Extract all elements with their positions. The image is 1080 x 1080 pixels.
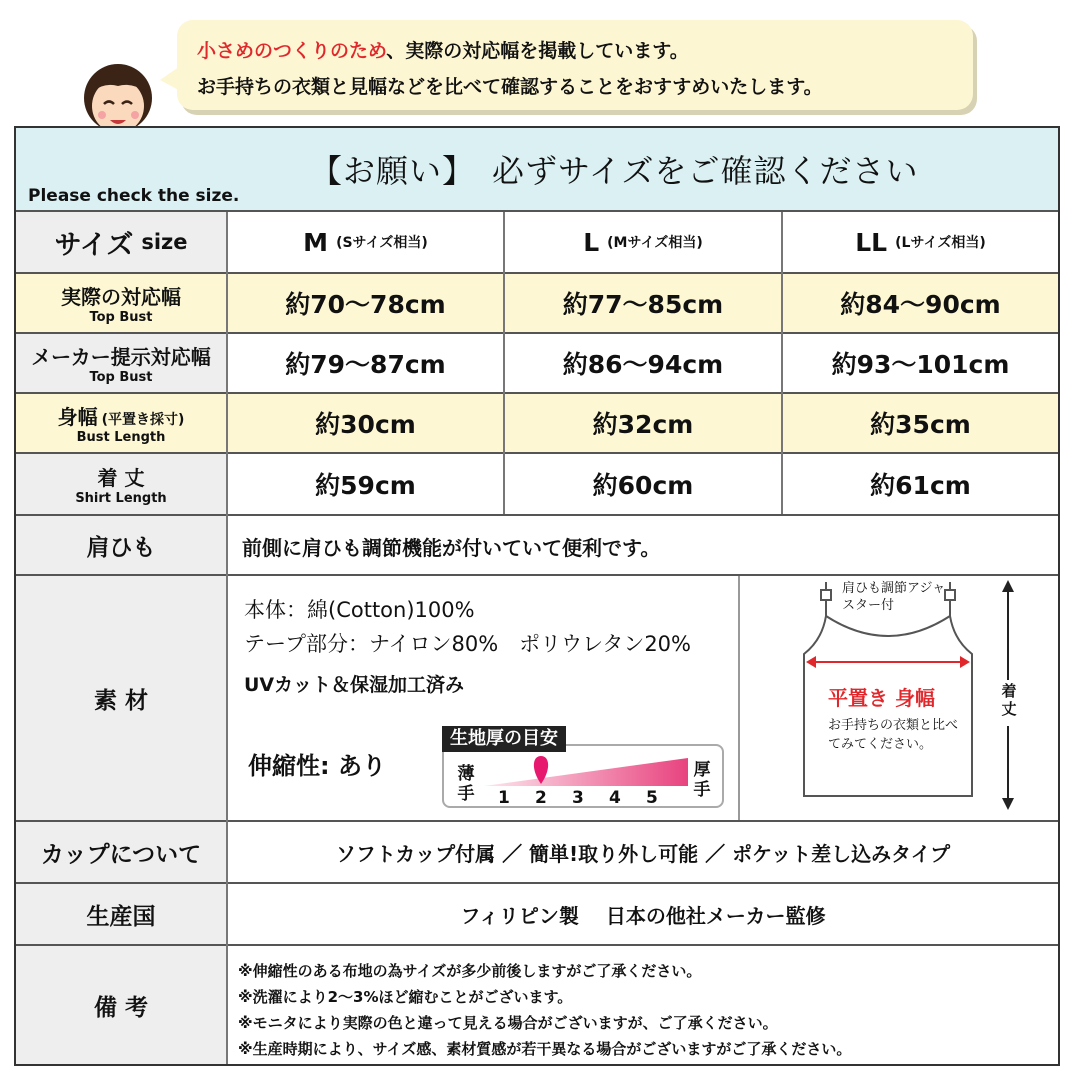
row-label-length xyxy=(16,454,226,514)
value-cell: 約70～78cm xyxy=(285,290,446,319)
size-col-m xyxy=(228,212,503,272)
row-label-origin: 生産国 xyxy=(86,903,156,930)
speech-bubble xyxy=(177,20,973,110)
row-label-sub: Bust Length xyxy=(76,430,166,445)
size-note: (Mサイズ相当) xyxy=(607,235,703,251)
row-label-sub: Top Bust xyxy=(89,370,153,385)
size-col-ll xyxy=(783,212,1058,272)
row-label-sub: Top Bust xyxy=(89,310,153,325)
compare-note: お手持ちの衣類と比べてみてください。 xyxy=(828,718,959,752)
scale-tick-label: 4 xyxy=(609,788,621,808)
material-line-2: テープ部分：ナイロン80% ポリウレタン20% xyxy=(244,632,691,656)
bubble-line-2: お手持ちの衣類と見幅などを比べて確認することをおすすめいたします。 xyxy=(197,76,823,98)
row-label-width xyxy=(16,394,226,452)
row-label-maker xyxy=(16,334,226,392)
size-label-sub: size xyxy=(141,230,188,254)
material-line-1: 本体：綿(Cotton)100% xyxy=(244,598,475,622)
size-name: M xyxy=(303,227,329,257)
strap-text: 前側に肩ひも調節機能が付いていて便利です。 xyxy=(242,536,661,560)
value-cell: 約59cm xyxy=(315,471,416,500)
bubble-line-1-rest: 、実際の対応幅を掲載しています。 xyxy=(386,40,689,62)
value-cell: 約79～87cm xyxy=(285,350,446,379)
grid-line xyxy=(738,576,740,820)
scale-tick-label: 1 xyxy=(498,788,510,808)
thickness-thick: 厚手 xyxy=(693,760,711,800)
cup-text: ソフトカップ付属 ／ 簡単!取り外し可能 ／ ポケット差し込みタイプ xyxy=(335,841,951,866)
remark-item: ※モニタにより実際の色と違って見える場合がございますが、ご了承ください。 xyxy=(238,1014,778,1032)
value-cell: 約61cm xyxy=(870,471,971,500)
bubble-line-1 xyxy=(197,36,689,63)
value-cell: 約84～90cm xyxy=(840,290,1001,319)
row-label-note: (平置き採寸) xyxy=(101,412,185,428)
row-label-cup: カップについて xyxy=(40,841,202,868)
thickness-scale xyxy=(478,788,698,808)
size-col-l xyxy=(505,212,781,272)
material-line-3: UVカット＆保湿加工済み xyxy=(244,674,464,696)
row-label-text: メーカー提示対応幅 xyxy=(31,345,211,369)
value-cell: 約32cm xyxy=(592,410,694,439)
thickness-pin-icon xyxy=(534,756,548,784)
stretch-text: 伸縮性: あり xyxy=(248,752,386,780)
scale-tick-label: 5 xyxy=(646,788,658,808)
row-label-text: 実際の対応幅 xyxy=(61,285,181,309)
row-label-material: 素 材 xyxy=(93,687,148,714)
value-cell: 約35cm xyxy=(870,410,971,439)
value-cell: 約93～101cm xyxy=(831,350,1010,379)
scale-tick-label: 2 xyxy=(535,788,547,808)
thickness-title: 生地厚の目安 xyxy=(442,726,566,752)
row-label-remarks: 備 考 xyxy=(93,994,148,1021)
scale-tick-label: 3 xyxy=(572,788,584,808)
size-note: (Sサイズ相当) xyxy=(336,235,428,251)
size-label-main: サイズ xyxy=(54,229,134,261)
length-label: 着丈 xyxy=(1001,682,1017,718)
value-cell: 約30cm xyxy=(315,410,416,439)
row-label-actual xyxy=(16,274,226,332)
value-cell: 約86～94cm xyxy=(562,350,724,379)
flat-width-label: 平置き 身幅 xyxy=(828,686,935,710)
table-title: 【お願い】 必ずサイズをご確認ください xyxy=(310,152,919,190)
please-check-text: Please check the size. xyxy=(28,186,240,206)
remark-item: ※伸縮性のある布地の為サイズが多少前後しますがご了承ください。 xyxy=(238,962,702,980)
thickness-marker xyxy=(478,752,698,786)
row-label-strap: 肩ひも xyxy=(86,534,156,561)
size-name: LL xyxy=(855,227,888,257)
size-name: L xyxy=(583,227,600,257)
row-label-text: 身幅 xyxy=(57,405,98,429)
row-label-sub: Shirt Length xyxy=(75,491,167,506)
size-note: (Lサイズ相当) xyxy=(895,235,986,251)
value-cell: 約77～85cm xyxy=(562,290,724,319)
bubble-line-1-highlight: 小さめのつくりのため xyxy=(197,40,387,62)
adjuster-note: 肩ひも調節アジャスター付 xyxy=(842,581,946,613)
row-label-line xyxy=(58,401,185,430)
origin-text: フィリピン製 日本の他社メーカー監修 xyxy=(460,903,826,928)
thickness-thin: 薄手 xyxy=(457,764,475,804)
remark-item: ※洗濯により2～3%ほど縮むことがございます。 xyxy=(238,988,573,1006)
remark-item: ※生産時期により、サイズ感、素材質感が若干異なる場合がございますがご了承ください。 xyxy=(238,1040,852,1058)
size-label xyxy=(16,212,226,272)
row-label-text: 着 丈 xyxy=(97,466,145,490)
value-cell: 約60cm xyxy=(592,471,694,500)
